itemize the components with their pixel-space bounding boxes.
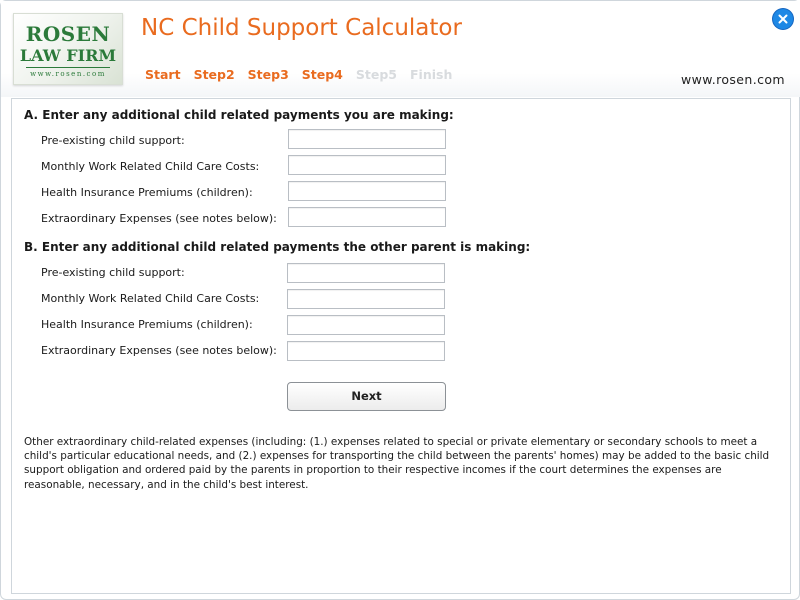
section-a-title: A. Enter any additional child related payments you are making:	[24, 108, 454, 122]
a-preexisting-input[interactable]	[288, 129, 446, 149]
site-url[interactable]: www.rosen.com	[680, 72, 785, 87]
section-b-title: B. Enter any additional child related payments the other parent is making:	[24, 240, 531, 254]
a-health-label: Health Insurance Premiums (children):	[41, 186, 253, 199]
step-navigation	[145, 67, 465, 82]
logo-url: www.rosen.com	[30, 70, 106, 78]
step-3[interactable]: Step3	[247, 67, 289, 82]
close-icon	[778, 14, 788, 24]
logo-line2: LAW FIRM	[19, 46, 117, 65]
step-2[interactable]: Step2	[193, 67, 235, 82]
a-preexisting-label: Pre-existing child support:	[41, 134, 185, 147]
extraordinary-expenses-note: Other extraordinary child-related expenses (including: (1.) expenses related to special or private elementary or secondary schools to meet a child's particular educational needs, and (2.) expenses for transporting the child between the parents' homes) may be added to the basic child support obligation and ordered paid by the parents in proportion to their respective incomes if the court determines the expenses are reasonable, necessary, and in the child's best interest.	[24, 436, 770, 491]
step-finish: Finish	[410, 67, 453, 82]
a-childcare-input[interactable]	[288, 155, 446, 175]
next-button[interactable]: Next	[287, 382, 446, 411]
b-extraordinary-label: Extraordinary Expenses (see notes below):	[41, 344, 277, 357]
step-start[interactable]: Start	[145, 67, 181, 82]
close-button[interactable]	[773, 9, 793, 29]
a-health-input[interactable]	[288, 181, 446, 201]
rosen-law-firm-logo	[13, 13, 123, 85]
b-preexisting-label: Pre-existing child support:	[41, 266, 185, 279]
b-childcare-input[interactable]	[287, 289, 445, 309]
logo-rule	[26, 67, 110, 68]
b-health-input[interactable]	[287, 315, 445, 335]
a-extraordinary-label: Extraordinary Expenses (see notes below):	[41, 212, 277, 225]
step-5: Step5	[355, 67, 397, 82]
b-health-label: Health Insurance Premiums (children):	[41, 318, 253, 331]
b-preexisting-input[interactable]	[287, 263, 445, 283]
logo-line1: ROSEN	[25, 22, 111, 46]
a-extraordinary-input[interactable]	[288, 207, 446, 227]
step-4[interactable]: Step4	[301, 67, 343, 82]
a-childcare-label: Monthly Work Related Child Care Costs:	[41, 160, 260, 173]
b-childcare-label: Monthly Work Related Child Care Costs:	[41, 292, 260, 305]
b-extraordinary-input[interactable]	[287, 341, 445, 361]
header	[1, 1, 800, 97]
form-panel	[11, 98, 791, 594]
app-title: NC Child Support Calculator	[141, 15, 462, 41]
